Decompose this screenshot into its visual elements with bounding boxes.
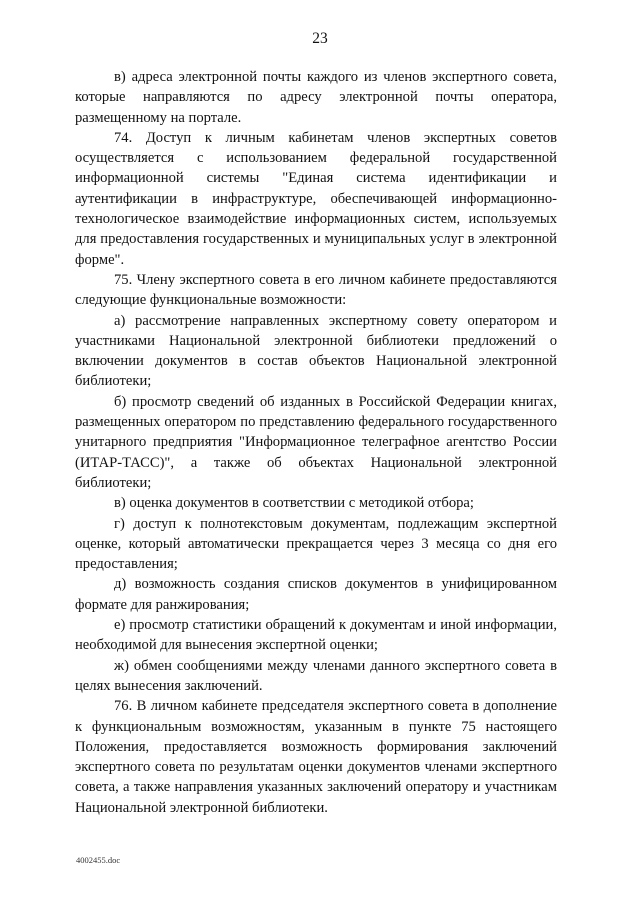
paragraph-74: 74. Доступ к личным кабинетам членов экспертных советов осуществляется с использованием федеральной государственной информационной системы "Единая система идентификации и аутентификации в инфраструктуре, обеспечивающей информационно-технологическое взаимодействие информационных систем, используемых для предоставления государственных и муниципальных услуг в электронной форме". bbox=[75, 129, 557, 268]
paragraph-item-e: е) просмотр статистики обращений к документам и иной информации, необходимой для вынесения экспертной оценки; bbox=[75, 617, 557, 654]
document-body bbox=[75, 67, 557, 818]
paragraph-76: 76. В личном кабинете председателя экспертного совета в дополнение к функциональным возможностям, указанным в пункте 75 настоящего Положения, предоставляется возможность формирования заключений экспертного совета по результатам оценки документов членами экспертного совета, а также направления указанных заключений оператору и участникам Национальной электронной библиотеки. bbox=[75, 698, 557, 816]
paragraph-75: 75. Члену экспертного совета в его личном кабинете предоставляются следующие функциональные возможности: bbox=[75, 271, 557, 309]
file-name-footer: 4002455.doc bbox=[76, 855, 121, 865]
paragraph-item-d: д) возможность создания списков документов в унифицированном формате для ранжирования; bbox=[75, 576, 557, 613]
paragraph-item-zh: ж) обмен сообщениями между членами данного экспертного совета в целях вынесения заключений. bbox=[75, 657, 557, 694]
paragraph-item-v: в) оценка документов в соответствии с методикой отбора; bbox=[114, 495, 474, 512]
paragraph-item-b: б) просмотр сведений об изданных в Российской Федерации книгах, размещенных оператором по представлению федерального государственного унитарного предприятия "Информационное телеграфное агентство России (ИТАР-ТАСС)", а также об объектах Национальной электронной библиотеки; bbox=[75, 393, 557, 491]
paragraph-item-a: а) рассмотрение направленных экспертному совету оператором и участниками Национальной электронной библиотеки предложений о включении документов в состав объектов Национальной электронной библиотеки; bbox=[75, 312, 557, 390]
paragraph-item-v-email: в) адреса электронной почты каждого из членов экспертного совета, которые направляются по адресу электронной почты оператора, размещенному на портале. bbox=[75, 69, 557, 126]
paragraph-item-g: г) доступ к полнотекстовым документам, подлежащим экспертной оценке, который автоматически прекращается через 3 месяца со дня его предоставления; bbox=[75, 515, 557, 573]
page-number: 23 bbox=[312, 30, 328, 47]
